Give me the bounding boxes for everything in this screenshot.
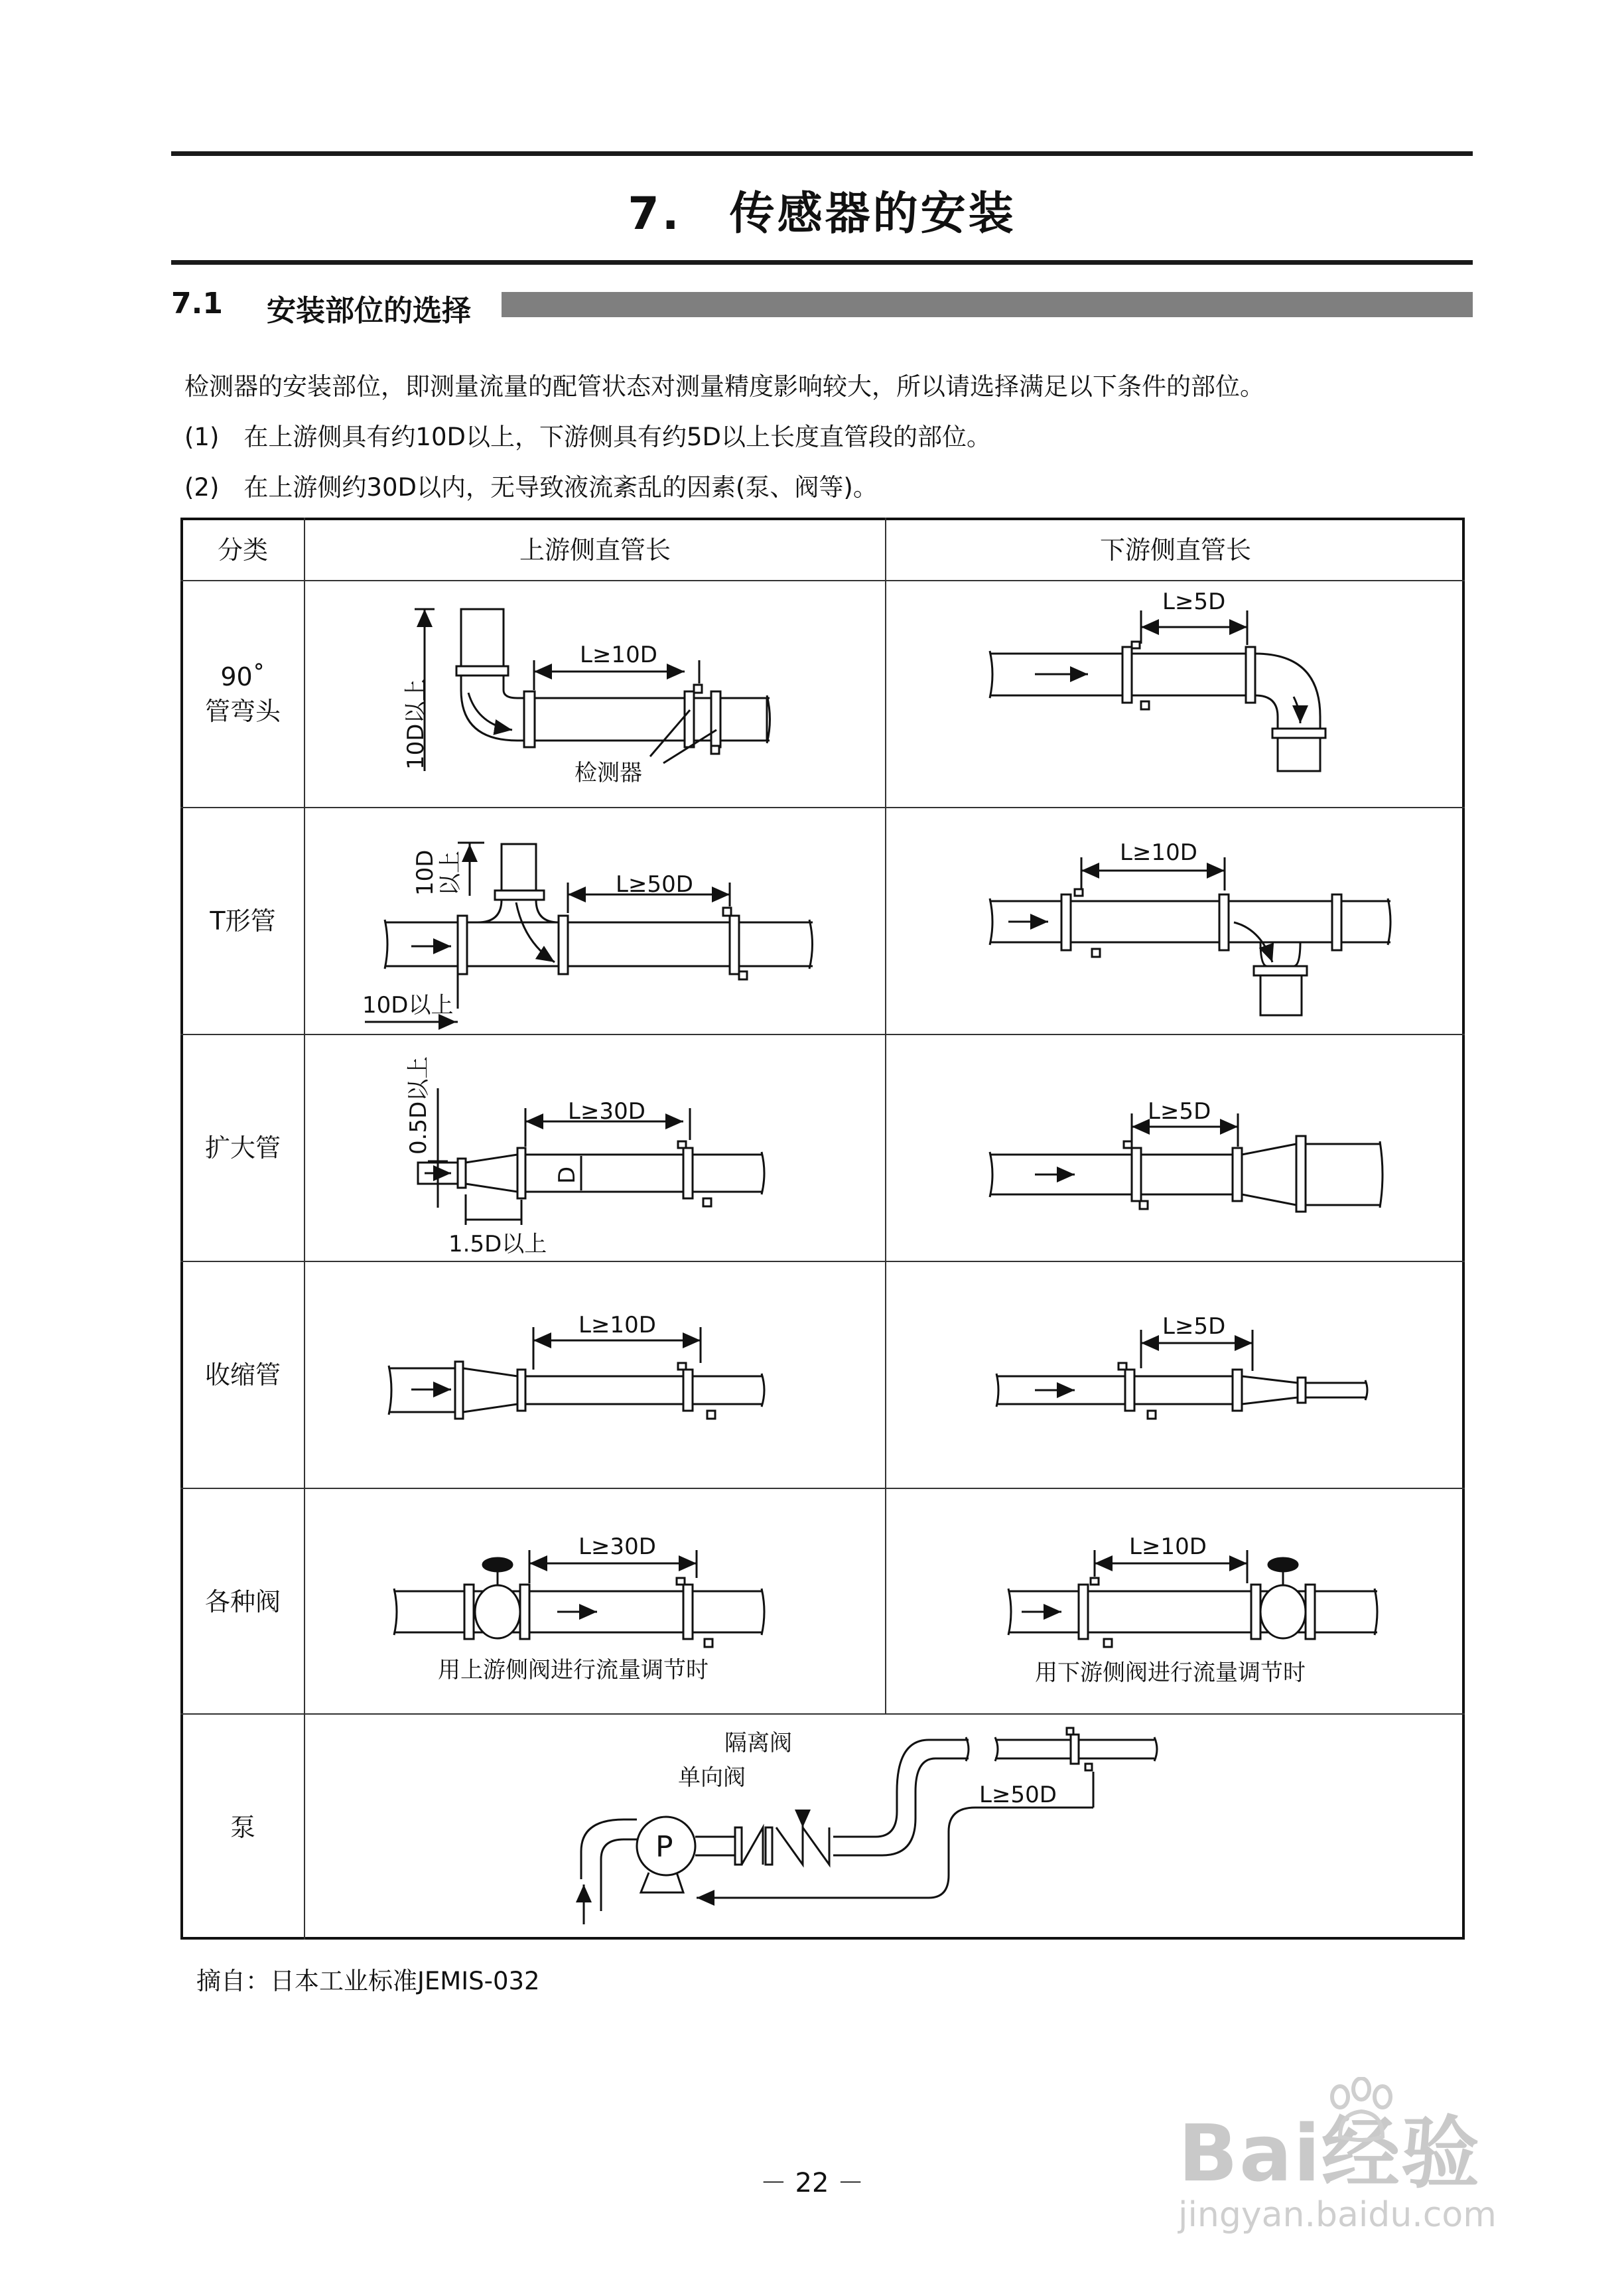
pump-diagram: [581, 1728, 1157, 1924]
pump-p-label: P: [655, 1830, 673, 1864]
tee-up-length: L≥50D: [616, 871, 693, 898]
tee-up-label-above: 以上: [437, 851, 464, 896]
expander-up-length: L≥30D: [568, 1098, 645, 1125]
valve-upstream-diagram: [394, 1550, 764, 1647]
elbow-up-label-10d: 10D以上: [403, 678, 429, 770]
reducer-up-length: L≥10D: [578, 1312, 656, 1338]
reducer-upstream-diagram: [389, 1327, 764, 1419]
pump-isolation-valve: 隔离阀: [724, 1730, 792, 1756]
pump-length: L≥50D: [979, 1782, 1057, 1808]
reducer-down-length: L≥5D: [1162, 1313, 1226, 1340]
expander-up-label-05d: 0.5D以上: [405, 1056, 432, 1155]
watermark-brand: Bai经验: [1178, 2107, 1481, 2199]
header-upstream: 上游侧直管长: [519, 535, 671, 565]
header-category: 分类: [217, 535, 268, 565]
header-downstream: 下游侧直管长: [1099, 535, 1251, 565]
pump-check-valve: 单向阀: [678, 1764, 746, 1791]
reducer-downstream-diagram: [996, 1330, 1367, 1419]
valve-up-caption: 用上游侧阀进行流量调节时: [438, 1657, 709, 1683]
category-tee: T形管: [210, 906, 276, 936]
elbow-up-detector: 检测器: [575, 760, 642, 786]
elbow-upstream-diagram: [415, 609, 770, 771]
elbow-down-length: L≥5D: [1162, 589, 1226, 615]
section-number: 7.1: [171, 287, 223, 321]
tee-up-label-10d: 10D: [412, 849, 439, 896]
page-title: 7. 传感器的安装: [628, 188, 1016, 240]
category-reducer: 收缩管: [204, 1360, 281, 1389]
tee-downstream-diagram: [990, 857, 1390, 1015]
condition-2: (2) 在上游侧约30D以内，无导致液流紊乱的因素(泵、阀等)。: [184, 473, 878, 502]
expander-up-label-15d: 1.5D以上: [448, 1231, 547, 1257]
valve-down-length: L≥10D: [1129, 1533, 1207, 1560]
expander-down-length: L≥5D: [1148, 1098, 1211, 1125]
elbow-up-length: L≥10D: [580, 642, 657, 668]
paw-icon: [1320, 2077, 1400, 2150]
category-expander: 扩大管: [204, 1133, 281, 1163]
category-valve: 各种阀: [204, 1587, 281, 1616]
expander-up-label-d: D: [554, 1166, 580, 1184]
baidu-watermark: [1154, 2077, 1552, 2249]
category-pump: 泵: [230, 1813, 255, 1842]
tee-up-label-10d-above: 10D以上: [362, 992, 454, 1019]
expander-downstream-diagram: [990, 1113, 1383, 1212]
intro-text: 检测器的安装部位，即测量流量的配管状态对测量精度影响较大，所以请选择满足以下条件的部位。: [184, 372, 1264, 401]
category-elbow-line2: 管弯头: [204, 697, 281, 726]
watermark-url: jingyan.baidu.com: [1178, 2195, 1497, 2235]
category-elbow-line1: 90˚: [220, 662, 265, 691]
section-title: 安装部位的选择: [267, 294, 471, 328]
condition-1: (1) 在上游侧具有约10D以上，下游侧具有约5D以上长度直管段的部位。: [184, 423, 992, 451]
valve-downstream-diagram: [1008, 1550, 1377, 1647]
valve-up-length: L≥30D: [578, 1533, 656, 1560]
valve-down-caption: 用下游侧阀进行流量调节时: [1035, 1660, 1306, 1686]
source-note: 摘自：日本工业标准JEMIS-032: [196, 1967, 540, 1995]
tee-down-length: L≥10D: [1120, 839, 1197, 866]
elbow-downstream-diagram: [990, 610, 1325, 771]
page-number: － 22 －: [760, 2168, 864, 2198]
